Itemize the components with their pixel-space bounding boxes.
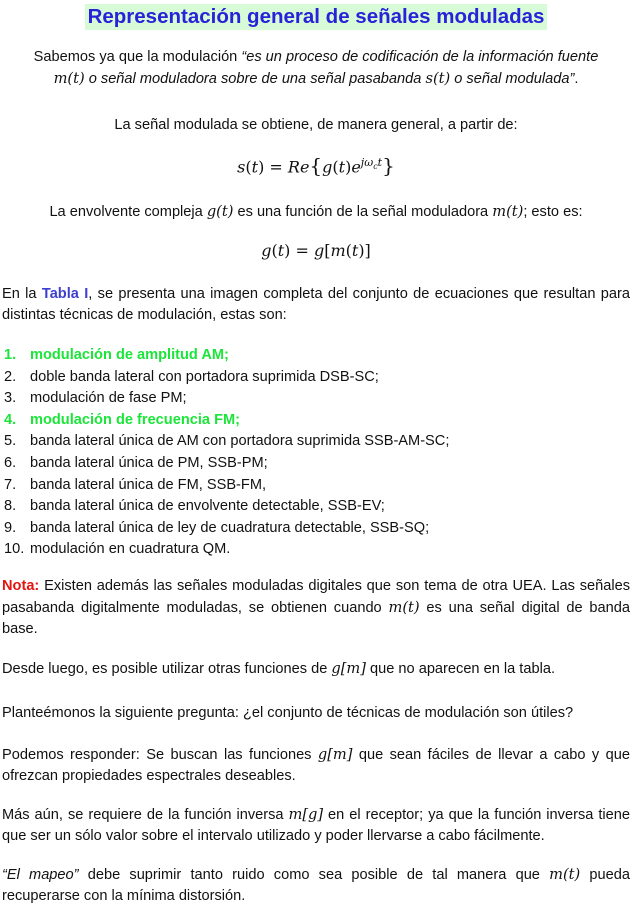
technique-text: banda lateral única de ley de cuadratura detectable, SSB-SQ;: [30, 519, 430, 536]
intro-end: .: [574, 71, 579, 87]
responder-paragraph: [0, 744, 632, 787]
intro-s-of-t: s(t): [425, 70, 451, 87]
desde-paragraph: [0, 658, 632, 680]
pregunta-paragraph: Planteémonos la siguiente pregunta: ¿el conjunto de técnicas de modulación son útiles?: [2, 705, 574, 721]
envelope-suffix: ; esto es:: [523, 204, 583, 220]
technique-number: 4.: [4, 411, 17, 428]
envelope-middle: es una función de la señal moduladora: [233, 204, 493, 220]
technique-item: [4, 367, 632, 389]
technique-item: [4, 453, 632, 475]
intro-quote-a: “es un proceso de codificación de la información fuente: [241, 49, 599, 65]
technique-item: [4, 410, 632, 432]
intro-prefix: Sabemos ya que la modulación: [33, 49, 242, 65]
responder-suffix: que sean fáciles de llevar a cabo y que ofrezcan propiedades espectrales deseables.: [2, 747, 630, 784]
responder-g-of-m: g[m]: [317, 746, 353, 763]
technique-item: [4, 388, 632, 410]
nota-text-a: Existen además las señales moduladas digitales que son tema de otra UEA. Las señales pasabanda digitalmente moduladas, se obtienen cuando: [2, 578, 630, 616]
nota-text-b: es una señal digital de banda base.: [2, 600, 630, 637]
technique-text: modulación en cuadratura QM.: [30, 541, 231, 558]
mapeo-m-of-t: m(t): [549, 866, 581, 883]
nota-m-of-t: m(t): [388, 599, 420, 616]
intro-paragraph: [0, 47, 632, 90]
technique-text: banda lateral única de PM, SSB-PM;: [30, 454, 268, 471]
title-block: [0, 4, 632, 34]
technique-number: 10.: [4, 541, 25, 558]
technique-item: [4, 431, 632, 453]
equation-envelope: g(t) = g[m(t)]: [261, 241, 371, 260]
table-intro-paragraph: [0, 284, 632, 326]
inversa-m-of-g: m[g]: [288, 806, 324, 823]
technique-text: banda lateral única de AM con portadora suprimida SSB-AM-SC;: [30, 433, 450, 450]
envelope-paragraph: [0, 201, 632, 223]
technique-text: modulación de amplitud AM;: [30, 347, 229, 363]
inversa-suffix: en el receptor; ya que la función inversa tiene que ser un sólo valor sobre el intervalo utilizado y poder llervarse a cabo fácilmente.: [2, 807, 630, 844]
technique-item: [4, 496, 632, 518]
nota-label: Nota:: [2, 578, 40, 594]
technique-item: [4, 518, 632, 540]
technique-item: [4, 539, 632, 561]
general-line: La señal modulada se obtiene, de manera general, a partir de:: [114, 117, 518, 133]
technique-number: 1.: [4, 347, 17, 363]
technique-text: banda lateral única de FM, SSB-FM,: [30, 476, 267, 493]
technique-number: 3.: [4, 390, 17, 407]
technique-number: 2.: [4, 368, 17, 385]
page-title: Representación general de señales moduladas: [85, 4, 548, 30]
tabla-i-link[interactable]: Tabla I: [41, 286, 89, 302]
technique-number: 7.: [4, 476, 17, 493]
mapeo-paragraph: [0, 864, 632, 907]
techniques-list: [0, 345, 632, 561]
table-intro-suffix: , se presenta una imagen completa del conjunto de ecuaciones que resultan para distintas técnicas de modulación, estas son:: [2, 286, 630, 323]
mapeo-suffix: pueda recuperarse con la mínima distorsión.: [2, 867, 630, 904]
table-intro-prefix: En la: [2, 286, 42, 302]
technique-number: 8.: [4, 498, 17, 515]
technique-text: doble banda lateral con portadora suprimida DSB-SC;: [30, 368, 379, 385]
envelope-g-of-t: g(t): [206, 203, 234, 220]
technique-text: modulación de frecuencia FM;: [30, 411, 241, 428]
technique-number: 9.: [4, 519, 17, 536]
nota-paragraph: [0, 576, 632, 640]
technique-text: banda lateral única de envolvente detectable, SSB-EV;: [30, 498, 385, 515]
intro-quote-c: o señal modulada”: [450, 71, 575, 87]
envelope-m-of-t: m(t): [492, 203, 524, 220]
technique-number: 5.: [4, 433, 17, 450]
intro-quote-b: o señal moduladora sobre de una señal pasabanda: [84, 71, 426, 87]
intro-m-of-t: m(t): [53, 70, 85, 87]
inversa-paragraph: [0, 804, 632, 847]
technique-item: [4, 345, 632, 367]
desde-g-of-m: g[m]: [331, 660, 366, 677]
mapeo-quote: “El mapeo”: [2, 867, 79, 883]
mapeo-middle: debe suprimir tanto ruido como sea posible de tal manera que: [78, 867, 550, 883]
technique-text: modulación de fase PM;: [30, 390, 187, 407]
desde-suffix: que no aparecen en la tabla.: [365, 661, 556, 677]
equation-modulated-signal: $s(t) = Re\{g(t)e^{j\omega_ct}\}$: [237, 153, 395, 178]
technique-number: 6.: [4, 454, 17, 471]
envelope-prefix: La envolvente compleja: [49, 204, 207, 220]
desde-prefix: Desde luego, es posible utilizar otras funciones de: [2, 661, 332, 677]
technique-item: [4, 475, 632, 497]
responder-prefix: Podemos responder: Se buscan las funciones: [2, 747, 318, 763]
inversa-prefix: Más aún, se requiere de la función inversa: [2, 807, 289, 823]
